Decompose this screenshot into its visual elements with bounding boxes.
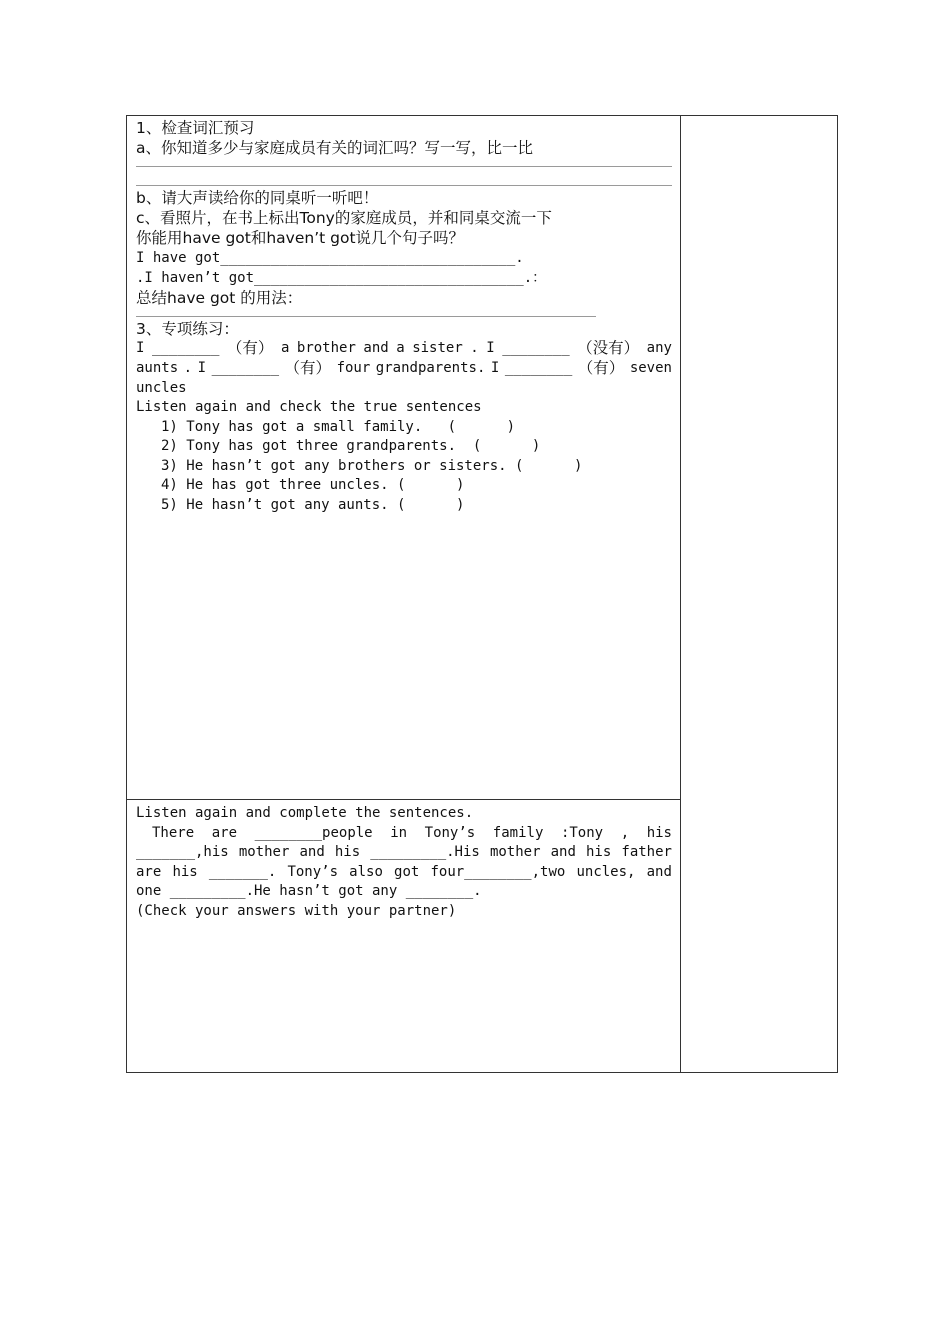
exercise-line: I ________ （有） a brother and a sister . I ________ （没有） any bbox=[136, 339, 672, 357]
column-divider bbox=[680, 116, 681, 1072]
section-heading-vocab: 1、检查词汇预习 bbox=[136, 119, 255, 137]
sentence-prompt: 你能用have got和haven’t got说几个句子吗？ bbox=[136, 229, 465, 247]
worksheet-table bbox=[126, 115, 838, 1073]
exercise-line: uncles bbox=[136, 380, 187, 396]
true-false-item: 4) He has got three uncles. ( ) bbox=[161, 477, 465, 493]
section-heading-practice: 3、专项练习： bbox=[136, 320, 239, 338]
completion-cell bbox=[136, 804, 672, 921]
answer-line bbox=[136, 185, 672, 186]
read-aloud-prompt: b、请大声读给你的同桌听一听吧！ bbox=[136, 189, 379, 207]
listen-check-title: Listen again and check the true sentences bbox=[136, 399, 482, 415]
havent-got-line: .I haven’t got________________________________.： bbox=[136, 270, 547, 286]
photo-prompt: c、看照片，在书上标出Tony的家庭成员，并和同桌交流一下 bbox=[136, 209, 552, 227]
row-divider bbox=[127, 799, 681, 800]
true-false-item: 5) He hasn’t got any aunts. ( ) bbox=[161, 496, 465, 513]
check-note: (Check your answers with your partner) bbox=[136, 902, 457, 919]
preview-cell bbox=[136, 118, 672, 515]
summary-prompt: 总结have got 的用法： bbox=[136, 289, 303, 307]
vocab-question: a、你知道多少与家庭成员有关的词汇吗？写一写，比一比 bbox=[136, 139, 534, 157]
passage-line: _______,his mother and his _________.His mother and his father bbox=[136, 844, 672, 860]
passage-line: There are ________people in Tony’s family :Tony , his bbox=[152, 824, 672, 841]
exercise-line: aunts . I ________ （有） four grandparents. I ________ （有） seven bbox=[136, 358, 672, 377]
have-got-line: I have got___________________________________. bbox=[136, 250, 524, 266]
answer-line bbox=[136, 316, 596, 317]
passage-line: are his _______. Tony’s also got four________,two uncles, and bbox=[136, 863, 672, 880]
passage-line: one _________.He hasn’t got any ________. bbox=[136, 883, 482, 899]
completion-title: Listen again and complete the sentences. bbox=[136, 805, 474, 821]
true-false-item: 3) He hasn’t got any brothers or sisters. ( ) bbox=[161, 457, 583, 474]
true-false-item: 2) Tony has got three grandparents. ( ) bbox=[161, 438, 541, 454]
answer-line bbox=[136, 166, 672, 167]
true-false-item: 1) Tony has got a small family. ( ) bbox=[161, 418, 516, 435]
